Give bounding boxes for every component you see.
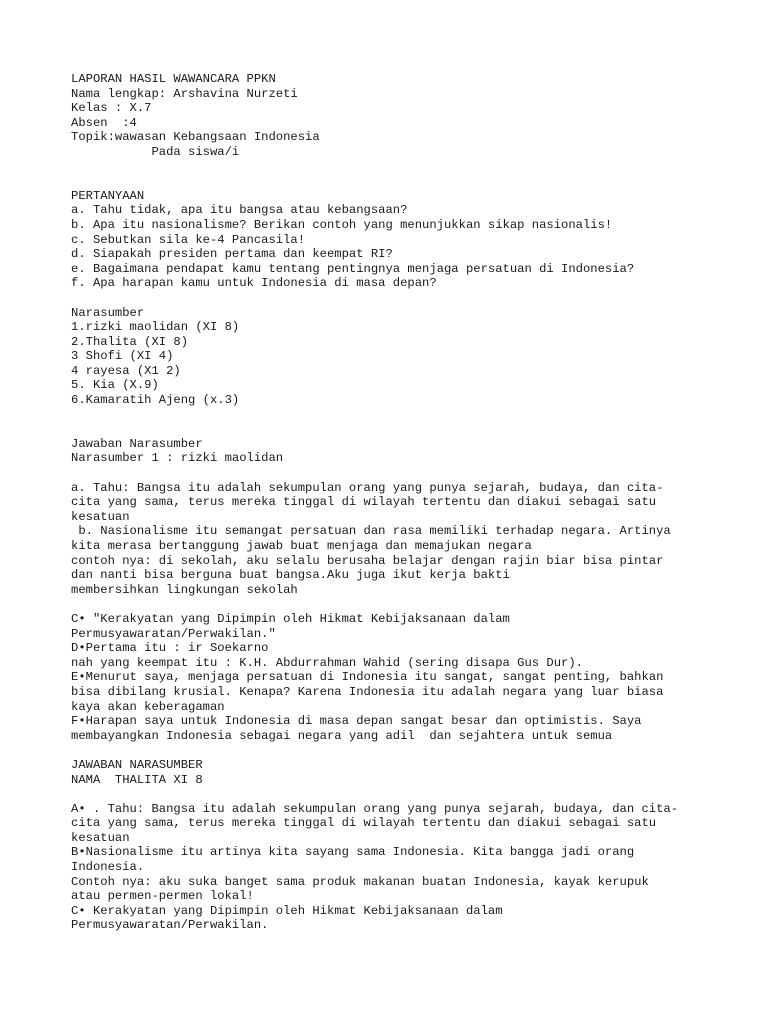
answer-line: atau permen-permen lokal! xyxy=(71,889,254,904)
source-item: 1.rizki maolidan (XI 8) xyxy=(71,320,240,335)
answers-source-name: Narasumber 1 : rizki maolidan xyxy=(71,451,284,466)
sources-heading: Narasumber xyxy=(71,305,145,320)
source-item: 6.Kamaratih Ajeng (x.3) xyxy=(71,393,240,408)
spacer xyxy=(71,787,711,802)
student-name: Nama lengkap: Arshavina Nurzeti xyxy=(71,86,298,101)
answer-line: Permusyawaratan/Perwakilan. xyxy=(71,918,269,933)
spacer xyxy=(71,408,711,437)
spacer xyxy=(71,291,711,306)
answer-line: A• . Tahu: Bangsa itu adalah sekumpulan orang yang punya sejarah, budaya, dan cita- xyxy=(71,801,679,816)
answer-line: C• "Kerakyatan yang Dipimpin oleh Hikmat Kebijaksanaan dalam xyxy=(71,611,510,626)
spacer xyxy=(71,466,711,481)
question-item: d. Siapakah presiden pertama dan keempat RI? xyxy=(71,247,393,262)
student-class: Kelas : X.7 xyxy=(71,101,152,116)
answers-heading-2: JAWABAN NARASUMBER xyxy=(71,757,203,772)
answer-line: nah yang keempat itu : K.H. Abdurrahman Wahid (sering disapa Gus Dur). xyxy=(71,655,583,670)
answer-line: a. Tahu: Bangsa itu adalah sekumpulan orang yang punya sejarah, budaya, dan cita- xyxy=(71,480,664,495)
question-item: e. Bagaimana pendapat kamu tentang pentingnya menjaga persatuan di Indonesia? xyxy=(71,261,635,276)
question-item: f. Apa harapan kamu untuk Indonesia di masa depan? xyxy=(71,276,437,291)
question-item: c. Sebutkan sila ke-4 Pancasila! xyxy=(71,232,306,247)
answer-line: E•Menurut saya, menjaga persatuan di Indonesia itu sangat, sangat penting, bahkan xyxy=(71,670,664,685)
answer-line: Permusyawaratan/Perwakilan." xyxy=(71,626,276,641)
report-topic: Topik:wawasan Kebangsaan Indonesia xyxy=(71,130,320,145)
report-topic-continued: Pada siswa/i xyxy=(71,144,240,159)
answer-line: kesatuan xyxy=(71,830,130,845)
answer-line: B•Nasionalisme itu artinya kita sayang sama Indonesia. Kita bangga jadi orang xyxy=(71,845,635,860)
answer-line: contoh nya: di sekolah, aku selalu berusaha belajar dengan rajin biar bisa pintar xyxy=(71,553,664,568)
answer-line: C• Kerakyatan yang Dipimpin oleh Hikmat Kebijaksanaan dalam xyxy=(71,903,503,918)
question-item: a. Tahu tidak, apa itu bangsa atau kebangsaan? xyxy=(71,203,408,218)
answer-line: cita yang sama, terus mereka tinggal di wilayah tertentu dan diakui sebagai satu xyxy=(71,816,657,831)
answer-line: bisa dibilang krusial. Kenapa? Karena Indonesia itu adalah negara yang luar biasa xyxy=(71,684,664,699)
spacer xyxy=(71,597,711,612)
answers-heading: Jawaban Narasumber xyxy=(71,436,203,451)
answer-line: kita merasa bertanggung jawab buat menjaga dan memajukan negara xyxy=(71,539,532,553)
answer-line: D•Pertama itu : ir Soekarno xyxy=(71,641,269,656)
answer-line: Contoh nya: aku suka banget sama produk makanan buatan Indonesia, kayak kerupuk xyxy=(71,874,649,889)
answer-line: kesatuan xyxy=(71,509,130,524)
report-title: LAPORAN HASIL WAWANCARA PPKN xyxy=(71,72,276,86)
source-item: 3 Shofi (XI 4) xyxy=(71,349,174,364)
spacer xyxy=(71,743,711,758)
question-item: b. Apa itu nasionalisme? Berikan contoh yang menunjukkan sikap nasionalis! xyxy=(71,217,613,232)
answer-line: dan nanti bisa berguna buat bangsa.Aku juga ikut kerja bakti xyxy=(71,568,510,583)
answer-line: membayangkan Indonesia sebagai negara yang adil dan sejahtera untuk semua xyxy=(71,728,613,743)
answer-line: cita yang sama, terus mereka tinggal di wilayah tertentu dan diakui sebagai satu xyxy=(71,495,657,510)
source-item: 4 rayesa (X1 2) xyxy=(71,363,181,378)
document-page xyxy=(71,72,711,933)
source-item: 5. Kia (X.9) xyxy=(71,378,159,393)
questions-heading: PERTANYAAN xyxy=(71,188,145,203)
spacer xyxy=(71,160,711,189)
answer-line: b. Nasionalisme itu semangat persatuan dan rasa memiliki terhadap negara. Artinya xyxy=(71,524,671,539)
student-absen: Absen :4 xyxy=(71,115,137,130)
source-item: 2.Thalita (XI 8) xyxy=(71,334,189,349)
answer-line: Indonesia. xyxy=(71,860,145,875)
answer-line: F•Harapan saya untuk Indonesia di masa depan sangat besar dan optimistis. Saya xyxy=(71,714,642,729)
answer-line: membersihkan lingkungan sekolah xyxy=(71,582,298,597)
answers-source-name-2: NAMA THALITA XI 8 xyxy=(71,772,203,787)
answer-line: kaya akan keberagaman xyxy=(71,699,225,714)
